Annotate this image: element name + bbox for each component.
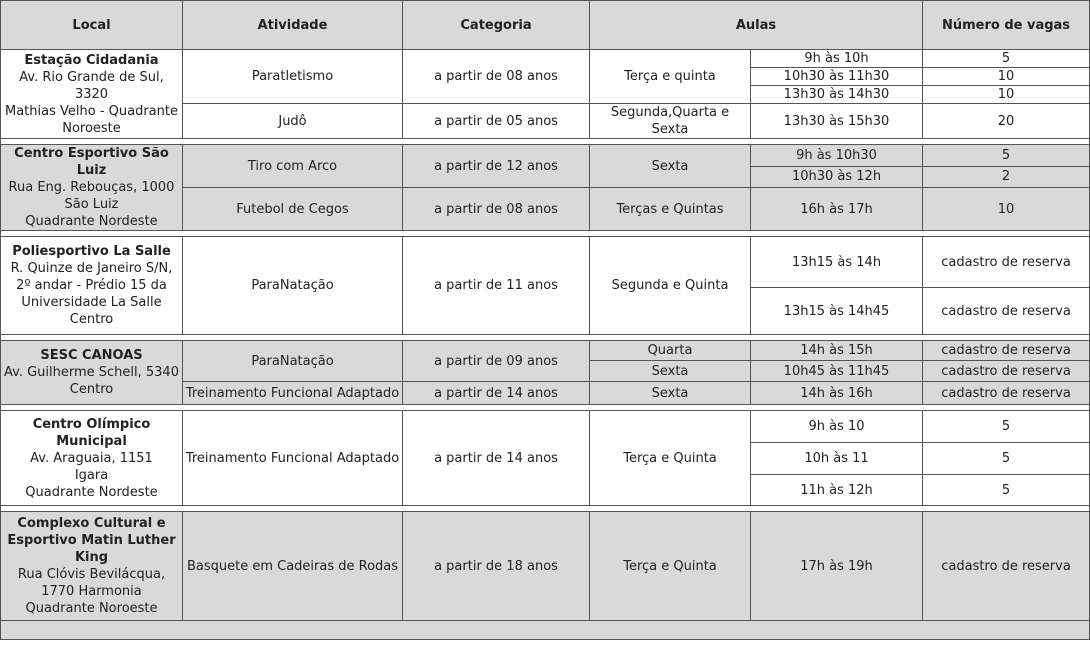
slot-time: 10h30 às 11h30 [751,68,923,86]
venue-address-line: Quadrante Nordeste [25,484,158,500]
slot-time: 17h às 19h [751,512,923,621]
activity-days: Terça e Quinta [590,512,751,621]
slot-vagas: cadastro de reserva [923,288,1090,335]
venue-cell [1,145,183,231]
venue-cell [1,341,183,405]
venue-name: Estação Cidadania [24,52,159,68]
activity-name: Tiro com Arco [183,145,403,188]
venue-address-line: Universidade La Salle [21,295,162,310]
venue-address-line: Centro [69,312,114,327]
table-row [1,341,1090,361]
slot-vagas: 5 [923,145,1090,167]
activity-category: a partir de 14 anos [403,411,590,506]
activity-name: ParaNatação [183,341,403,382]
venue-address-line: Centro [69,382,114,397]
slot-time: 9h às 10h [751,50,923,68]
activity-name: Basquete em Cadeiras de Rodas [183,512,403,621]
slot-vagas: cadastro de reserva [923,361,1090,382]
activity-category: a partir de 05 anos [403,104,590,139]
table-row [1,237,1090,288]
activity-days: Terça e Quinta [590,411,751,506]
activity-category: a partir de 08 anos [403,50,590,104]
venue-address-line: 1770 Harmonia [41,584,142,599]
venue-address-line: 2º andar - Prédio 15 da [16,278,167,293]
activity-name: Treinamento Funcional Adaptado [183,382,403,405]
venue-name: Centro Olímpico Municipal [32,416,151,449]
venue-address-line: Av. Rio Grande de Sul, 3320 [19,69,164,102]
slot-time: 13h30 às 15h30 [751,104,923,139]
slot-time: 9h às 10 [751,411,923,443]
slot-vagas: 10 [923,188,1090,231]
slot-time: 10h às 11 [751,443,923,475]
activity-name: Judô [183,104,403,139]
slot-vagas: cadastro de reserva [923,512,1090,621]
activity-days: Segunda e Quinta [590,237,751,335]
activity-days: Sexta [590,361,751,382]
header-atividade: Atividade [183,1,403,50]
slot-vagas: 5 [923,475,1090,506]
table-row [1,145,1090,167]
venue-name: Poliesportivo La Salle [12,244,171,259]
activity-days: Sexta [590,145,751,188]
venue-address-line: Rua Eng. Rebouças, 1000 [8,180,175,195]
activity-days: Segunda,Quarta e Sexta [590,104,751,139]
venue-cell [1,237,183,335]
venue-address-line: R. Quinze de Janeiro S/N, [10,261,173,276]
venue-address-line: São Luiz [64,197,119,212]
slot-vagas: 5 [923,50,1090,68]
venue-address-line: Quadrante Noroeste [25,601,158,616]
footer-row [1,621,1090,640]
activity-days: Terça e quinta [590,50,751,104]
slot-vagas: 5 [923,443,1090,475]
slot-time: 10h45 às 11h45 [751,361,923,382]
activity-days: Sexta [590,382,751,405]
activity-name: Paratletismo [183,50,403,104]
slot-vagas: 10 [923,68,1090,86]
activity-category: a partir de 14 anos [403,382,590,405]
activity-name: Treinamento Funcional Adaptado [183,411,403,506]
venue-address-line: Av. Araguaia, 1151 [30,450,153,466]
header-vagas: Número de vagas [923,1,1090,50]
venue-name: Complexo Cultural e Esportivo Matin Luther King [7,516,176,565]
activity-category: a partir de 12 anos [403,145,590,188]
slot-time: 14h às 16h [751,382,923,405]
activity-name: Futebol de Cegos [183,188,403,231]
activity-category: a partir de 11 anos [403,237,590,335]
slot-time: 13h15 às 14h [751,237,923,288]
venue-address-line: Noroeste [62,120,121,136]
header-local: Local [1,1,183,50]
slot-time: 13h15 às 14h45 [751,288,923,335]
slot-vagas: 5 [923,411,1090,443]
slot-vagas: 10 [923,86,1090,104]
table-row [1,512,1090,621]
header-categoria: Categoria [403,1,590,50]
activity-category: a partir de 18 anos [403,512,590,621]
venue-address-line: Quadrante Nordeste [25,214,158,229]
slot-vagas: cadastro de reserva [923,382,1090,405]
table-row [1,411,1090,443]
slot-time: 16h às 17h [751,188,923,231]
slot-time: 10h30 às 12h [751,166,923,188]
venue-cell [1,512,183,621]
slot-vagas: 2 [923,166,1090,188]
activity-category: a partir de 09 anos [403,341,590,382]
slot-time: 13h30 às 14h30 [751,86,923,104]
venue-address-line: Av. Guilherme Schell, 5340 [4,365,179,380]
slot-vagas: cadastro de reserva [923,341,1090,361]
table-row [1,50,1090,68]
venue-cell [1,411,183,506]
slot-vagas: 20 [923,104,1090,139]
slot-time: 11h às 12h [751,475,923,506]
venue-address-line: Mathias Velho - Quadrante [5,103,178,119]
venue-cell [1,50,183,139]
header-row [1,1,1090,50]
venue-name: Centro Esportivo São Luiz [14,146,169,178]
venue-address-line: Rua Clóvis Bevilácqua, [17,567,166,582]
slot-time: 9h às 10h30 [751,145,923,167]
activity-category: a partir de 08 anos [403,188,590,231]
activity-name: ParaNatação [183,237,403,335]
activity-days: Quarta [590,341,751,361]
venue-name: SESC CANOAS [40,348,143,363]
slot-time: 14h às 15h [751,341,923,361]
slot-vagas: cadastro de reserva [923,237,1090,288]
venue-address-line: Igara [74,467,109,483]
activity-days: Terças e Quintas [590,188,751,231]
header-aulas: Aulas [590,1,923,50]
